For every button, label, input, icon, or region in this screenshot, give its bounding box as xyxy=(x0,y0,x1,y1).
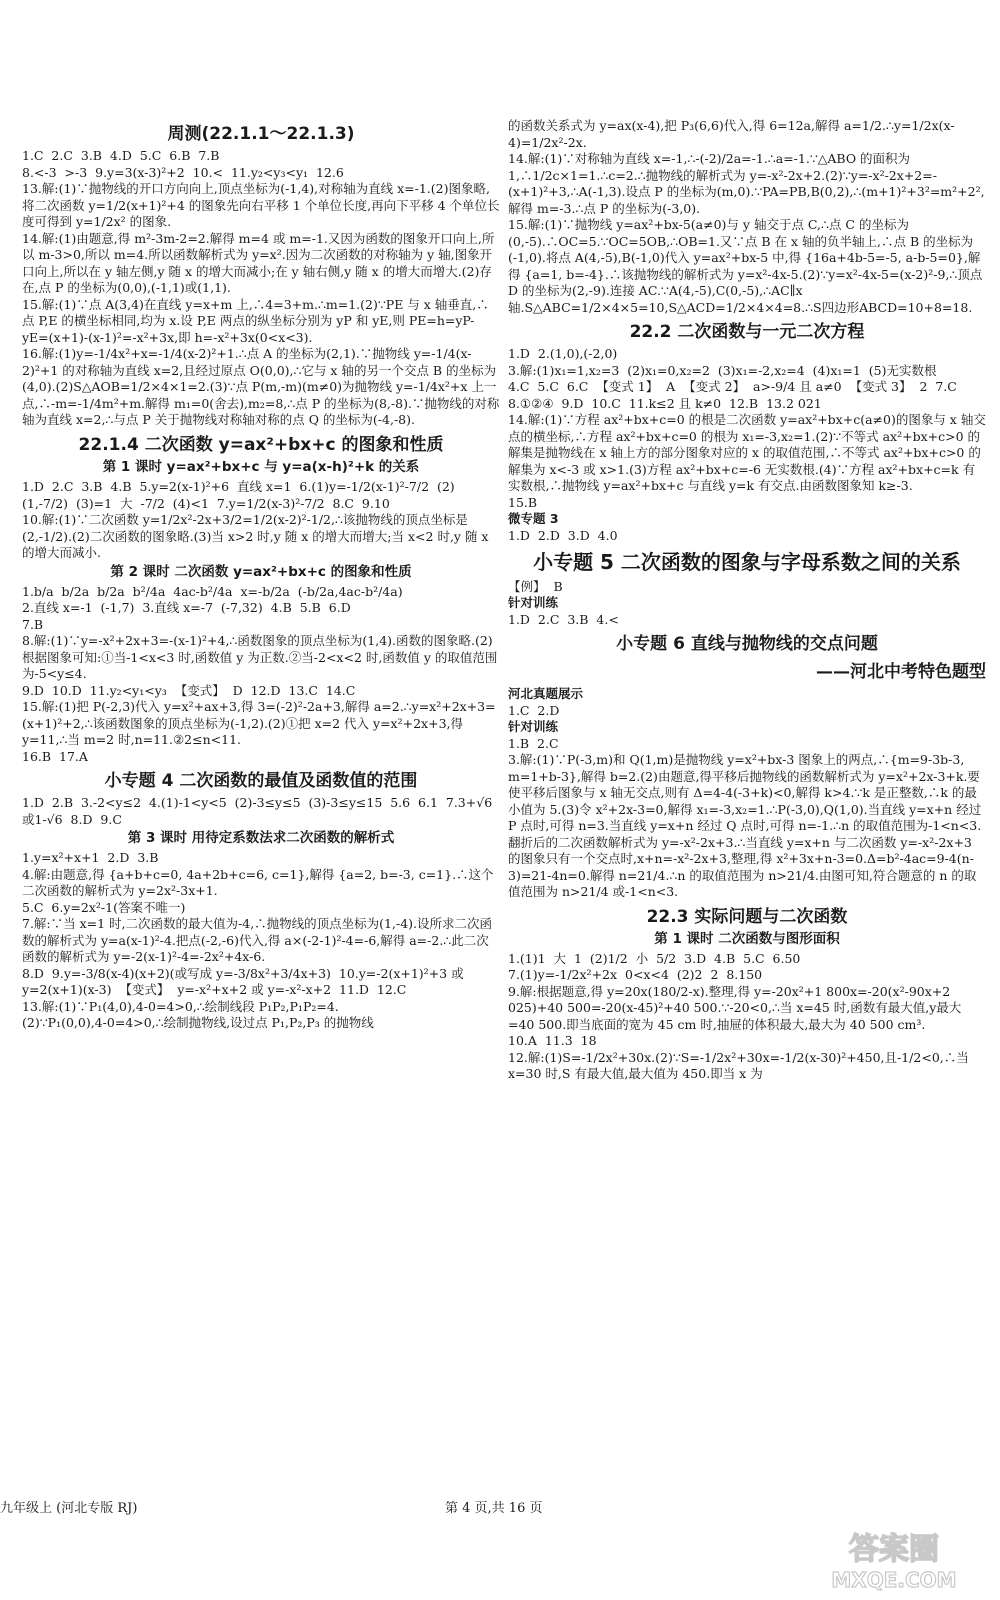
lesson-title: 第 1 课时 y=ax²+bx+c 与 y=a(x-h)²+k 的关系 xyxy=(102,459,420,476)
answer-line: 1.D 2.(1,0),(-2,0) xyxy=(508,346,618,362)
answer-line: 1.D 2.C 3.B 4.< xyxy=(508,611,619,627)
section-title: 小专题 5 二次函数的图象与字母系数之间的关系 xyxy=(533,550,961,575)
sub-heading: 针对训练 xyxy=(508,595,559,611)
answer-line: 15.解:(1)把 P(-2,3)代入 y=x²+ax+3,得 3=(-2)²-2a+3,解得 a=2.∴y=x²+2x+3=(x+1)²+2,∴该函数图象的顶点坐标为(-1,2).(2)①把 x=2 代入 y=x²+2x+3,得 y=11,∴当 m=2 时,n=11.②2≤n<11. xyxy=(22,699,496,747)
footer-page-number: 第 4 页,共 16 页 xyxy=(445,1501,543,1516)
answer-line: 7.解:∵当 x=1 时,二次函数的最大值为-4,∴抛物线的顶点坐标为(1,-4).设所求二次函数的解析式为 y=a(x-1)²-4.把点(-2,-6)代入,得 a×(-2-1)²-4=-6,解得 a=-2.∴此二次函数的解析式为 y=-2(x-1)²-4=-2x²+4x-6. xyxy=(22,916,493,965)
answer-line: 14.解:(1)由题意,得 m²-3m-2=2.解得 m=4 或 m=-1.又因为函数的图象开口向上,所以 m-3>0,所以 m=4.所以函数解析式为 y=x².因为二次函数的对称轴为 y 轴,图象开口向上,所以在 y 轴左侧,y 随 x 的增大而减小;在 y 轴右侧,y 随 x 的增大而增大.(2)存在,点 P 的坐标为(0,0),(-1,1)或(1,1). xyxy=(22,230,495,296)
answer-line: 15.解:(1)∵抛物线 y=ax²+bx-5(a≠0)与 y 轴交于点 C,∴点 C 的坐标为(0,-5).∴OC=5.∵OC=5OB,∴OB=1.又∵点 B 在 x 轴的负半轴上,∴点 B 的坐标为(-1,0).将点 A(4,-5),B(-1,0)代入 y=ax²+bx-5 中,得 {16a+4b-5=-5, a-b-5=0},解得 {a=1, b=-4}.∴该抛物线的解析式为 y=x²-4x-5.(2)∵y=x²-4x-5=(x-2)²-9,∴顶点 D 的坐标为(2,-9).连接 AC.∵A(4,-5),C(0,-5),∴AC∥x 轴.S△ABC=1/2×4×5=10,S△ACD=1/2×4×4=8.∴S四边形ABCD=10+8=18. xyxy=(508,217,987,315)
answer-line: 1.D 2.C 3.B 4.B 5.y=2(x-1)²+6 直线 x=1 6.(1)y=-1/2(x-1)²-7/2 (2)(1,-7/2) (3)=1 大 -7/2 (4)<1 7.y=1/2(x-3)²-7/2 8.C 9.10 xyxy=(22,479,455,511)
section-title: 22.3 实际问题与二次函数 xyxy=(646,906,848,927)
sub-heading: 河北真题展示 xyxy=(508,686,584,702)
answer-line: 4.解:由题意,得 {a+b+c=0, 4a+2b+c=6, c=1},解得 {a=2, b=-3, c=1}.∴这个二次函数的解析式为 y=2x²-3x+1. xyxy=(22,866,494,899)
answer-line: 13.解:(1)∵抛物线的开口方向向上,顶点坐标为(-1,4),对称轴为直线 x=-1.(2)图象略,将二次函数 y=1/2(x+1)²+4 的图象先向右平移 1 个单位长度,再向下平移 4 个单位长度可得到 y=1/2x² 的图象. xyxy=(22,181,500,230)
watermark-brand: 答案圈 xyxy=(849,1532,939,1567)
sub-heading: 微专题 3 xyxy=(508,511,559,527)
answer-line: 1.(1)1 大 1 (2)1/2 小 5/2 3.D 4.B 5.C 6.50 xyxy=(508,950,801,966)
answer-line: 1.C 2.C 3.B 4.D 5.C 6.B 7.B xyxy=(22,148,220,164)
answer-line: 7.(1)y=-1/2x²+2x 0<x<4 (2)2 2 8.150 xyxy=(508,967,763,983)
answer-line: 15.解:(1)∵点 A(3,4)在直线 y=x+m 上,∴4=3+m.∴m=1.(2)∵PE 与 x 轴垂直,∴点 P,E 的横坐标相同,均为 x.设 P,E 两点的纵坐标分别为 yP 和 yE,则 PE=h=yP-yE=(x+1)-(x-1)²=-x²+3x,即 h=-x²+3x(0<x<3). xyxy=(22,296,489,345)
answer-line: 16.B 17.A xyxy=(22,748,88,764)
answer-line: 5.C 6.y=2x²-1(答案不唯一) xyxy=(22,899,186,915)
answer-line: 1.B 2.C xyxy=(508,735,559,751)
watermark-graphic xyxy=(807,1525,982,1593)
section-title: 周测(22.1.1～22.1.3) xyxy=(167,124,355,144)
answer-line: 3.解:(1)∵P(-3,m)和 Q(1,m)是抛物线 y=x²+bx-3 图象上的两点,∴{m=9-3b-3, m=1+b-3},解得 b=2.(2)由题意,得平移后抛物线的函数解析式为 y=x²+2x-3+k.要使平移后图象与 x 轴无交点,则有 Δ=4-4(-3+k)<0,解得 k>4.∵k 是正整数,∴k 的最小值为 5.(3)令 x²+2x-3=0,解得 x₁=-3,x₂=1.∴P(-3,0),Q(1,0).当直线 y=x+n 经过 P 点时,可得 n=3.当直线 y=x+n 经过 Q 点时,可得 n=-1.∴n 的取值范围为-1<n<3.翻折后的二次函数解析式为 y=-x²-2x+3.∴当直线 y=x+n 与二次函数 y=-x²-2x+3 的图象只有一个交点时,x+n=-x²-2x+3,整理,得 x²+3x+n-3=0.Δ=b²-4ac=9-4(n-3)=21-4n=0.解得 n=21/4.∴n 的取值范围为 n>21/4.由图可知,符合题意的 n 的取值范围为 n>21/4 或-1<n<3. xyxy=(508,752,986,900)
right-column xyxy=(508,118,986,1083)
answer-line: 7.B xyxy=(22,616,44,632)
answer-line: 15.B xyxy=(508,494,538,510)
section-title: 22.2 二次函数与一元二次方程 xyxy=(629,322,865,342)
section-title: 小专题 6 直线与抛物线的交点问题 xyxy=(616,634,878,655)
answer-line: 4.C 5.C 6.C 【变式 1】 A 【变式 2】 a>-9/4 且 a≠0 【变式 3】 2 7.C 8.①②④ 9.D 10.C 11.k≤2 且 k≠0 12.B 13.2 021 xyxy=(508,379,965,411)
answer-line: 12.解:(1)S=-1/2x²+30x.(2)∵S=-1/2x²+30x=-1/2(x-30)²+450,且-1/2<0,∴当 x=30 时,S 有最大值,最大值为 450.即当 x 为 xyxy=(508,1049,973,1082)
answer-line: 3.解:(1)x₁=1,x₂=3 (2)x₁=0,x₂=2 (3)x₁=-2,x₂=4 (4)x₁=1 (5)无实数根 xyxy=(508,362,937,378)
answer-line: 1.D 2.B 3.-2<y≤2 4.(1)-1<y<5 (2)-3≤y≤5 (3)-3≤y≤15 5.6 6.1 7.3+√6或1-√6 8.D 9.C xyxy=(22,795,493,827)
left-column xyxy=(22,118,500,1032)
lesson-title: 第 1 课时 二次函数与图形面积 xyxy=(654,931,840,948)
answer-line: 1.C 2.D xyxy=(508,702,560,718)
answer-line: 1.b/a b/2a b/2a b²/4a 4ac-b²/4a x=-b/2a (-b/2a,4ac-b²/4a) xyxy=(22,583,403,599)
answer-line: 10.A 11.3 18 xyxy=(508,1033,597,1049)
answer-line: 的函数关系式为 y=ax(x-4),把 P₃(6,6)代入,得 6=12a,解得 a=1/2.∴y=1/2x(x-4)=1/2x²-2x. xyxy=(508,118,955,150)
answer-line: 8.D 9.y=-3/8(x-4)(x+2)(或写成 y=-3/8x²+3/4x+3) 10.y=-2(x+1)²+3 或 y=2(x+1)(x-3) 【变式】 y=-x²+x+2 或 y=-x²-x+2 11.D 12.C xyxy=(22,965,468,998)
answer-line: 8.解:(1)∵y=-x²+2x+3=-(x-1)²+4,∴函数图象的顶点坐标为(1,4).函数的图象略.(2)根据图象可知:①当-1<x<3 时,函数值 y 为正数.②当-2<x<2 时,函数值 y 的取值范围为-5<y≤4. xyxy=(22,633,498,681)
answer-line: 10.解:(1)∵二次函数 y=1/2x²-2x+3/2=1/2(x-2)²-1/2,∴该抛物线的顶点坐标是(2,-1/2).(2)二次函数的图象略.(3)当 x>2 时,y 随 x 的增大而增大;当 x<2 时,y 随 x 的增大而减小. xyxy=(22,512,493,561)
answer-line: 14.解:(1)∵方程 ax²+bx+c=0 的根是二次函数 y=ax²+bx+c(a≠0)的图象与 x 轴交点的横坐标,∴方程 ax²+bx+c=0 的根为 x₁=-3,x₂=1.(2)∵不等式 ax²+bx+c>0 的解集是抛物线在 x 轴上方的部分图象对应的 x 的取值范围,∴不等式 ax²+bx+c>0 的解集为 x<-3 或 x>1.(3)方程 ax²+bx+c=-6 无实数根.(4)∵方程 ax²+bx+c=k 有实数根,∴抛物线 y=ax²+bx+c 与直线 y=k 有交点.由函数图象知 k≥-3. xyxy=(508,412,986,494)
answer-line: 9.解:根据题意,得 y=20x(180/2-x).整理,得 y=-20x²+1 800x=-20(x²-90x+2 025)+40 500=-20(x-45)²+40 500.∵-20<0,∴当 x=45 时,函数有最大值,y最大=40 500.即当底面的宽为 45 cm 时,抽屉的体积最大,最大为 40 500 cm³. xyxy=(508,983,962,1032)
footer-book-label: 九年级上 (河北专版 RJ) xyxy=(0,1501,138,1516)
answer-line: 1.y=x²+x+1 2.D 3.B xyxy=(22,850,159,866)
watermark-url: MXQE.COM xyxy=(831,1568,957,1592)
answer-line: 14.解:(1)∵对称轴为直线 x=-1,∴-(-2)/2a=-1.∴a=-1.∵△ABO 的面积为 1,∴1/2c×1=1.∴c=2.∴抛物线的解析式为 y=-x²-2x+2.(2)∵y=-x²-2x+2=-(x+1)²+3,∴A(-1,3).设点 P 的坐标为(m,0).∵PA=PB,B(0,2),∴(m+1)²+3²=m²+2²,解得 m=-3.∴点 P 的坐标为(-3,0). xyxy=(508,151,985,216)
answer-line: 【例】 B xyxy=(508,578,563,594)
lesson-title: 第 2 课时 二次函数 y=ax²+bx+c 的图象和性质 xyxy=(110,563,412,580)
answer-line: (2)∵P₁(0,0),4-0=4>0,∴绘制抛物线,设过点 P₁,P₂,P₃ 的抛物线 xyxy=(22,1015,374,1031)
sub-heading: 针对训练 xyxy=(508,719,559,735)
answer-line: 8.<-3 >-3 9.y=3(x-3)²+2 10.< 11.y₂<y₃<y₁ 12.6 xyxy=(22,164,344,180)
answer-line: 1.D 2.D 3.D 4.0 xyxy=(508,527,618,543)
page-footer xyxy=(0,1500,1000,1522)
answer-line: 16.解:(1)y=-1/4x²+x=-1/4(x-2)²+1.∴点 A 的坐标为(2,1).∵抛物线 y=-1/4(x-2)²+1 的对称轴为直线 x=2,且经过原点 O(0,0),∴它与 x 轴的另一个交点 B 的坐标为(4,0).(2)S△AOB=1/2×4×1=2.(3)∵点 P(m,-m)(m≠0)为抛物线 y=-1/4x²+x 上一点,∴-m=-1/4m²+m.解得 m₁=0(舍去),m₂=8,∴点 P 的坐标为(8,-8).∵抛物线的对称轴为直线 x=2,∴与点 P 关于抛物线对称轴对称的点 Q 的坐标为(-4,-8). xyxy=(22,346,500,428)
section-title: 小专题 4 二次函数的最值及函数值的范围 xyxy=(104,771,418,791)
section-subtitle: ——河北中考特色题型 xyxy=(816,661,986,682)
lesson-title: 第 3 课时 用待定系数法求二次函数的解析式 xyxy=(127,830,395,847)
answer-line: 9.D 10.D 11.y₂<y₁<y₃ 【变式】 D 12.D 13.C 14.C xyxy=(22,682,356,698)
answer-line: 13.解:(1)∵P₁(4,0),4-0=4>0,∴绘制线段 P₁P₂,P₁P₂=4. xyxy=(22,998,339,1014)
section-title: 22.1.4 二次函数 y=ax²+bx+c 的图象和性质 xyxy=(78,434,444,455)
watermark-logo xyxy=(807,1525,982,1593)
answer-line: 2.直线 x=-1 (-1,7) 3.直线 x=-7 (-7,32) 4.B 5.B 6.D xyxy=(22,600,351,615)
